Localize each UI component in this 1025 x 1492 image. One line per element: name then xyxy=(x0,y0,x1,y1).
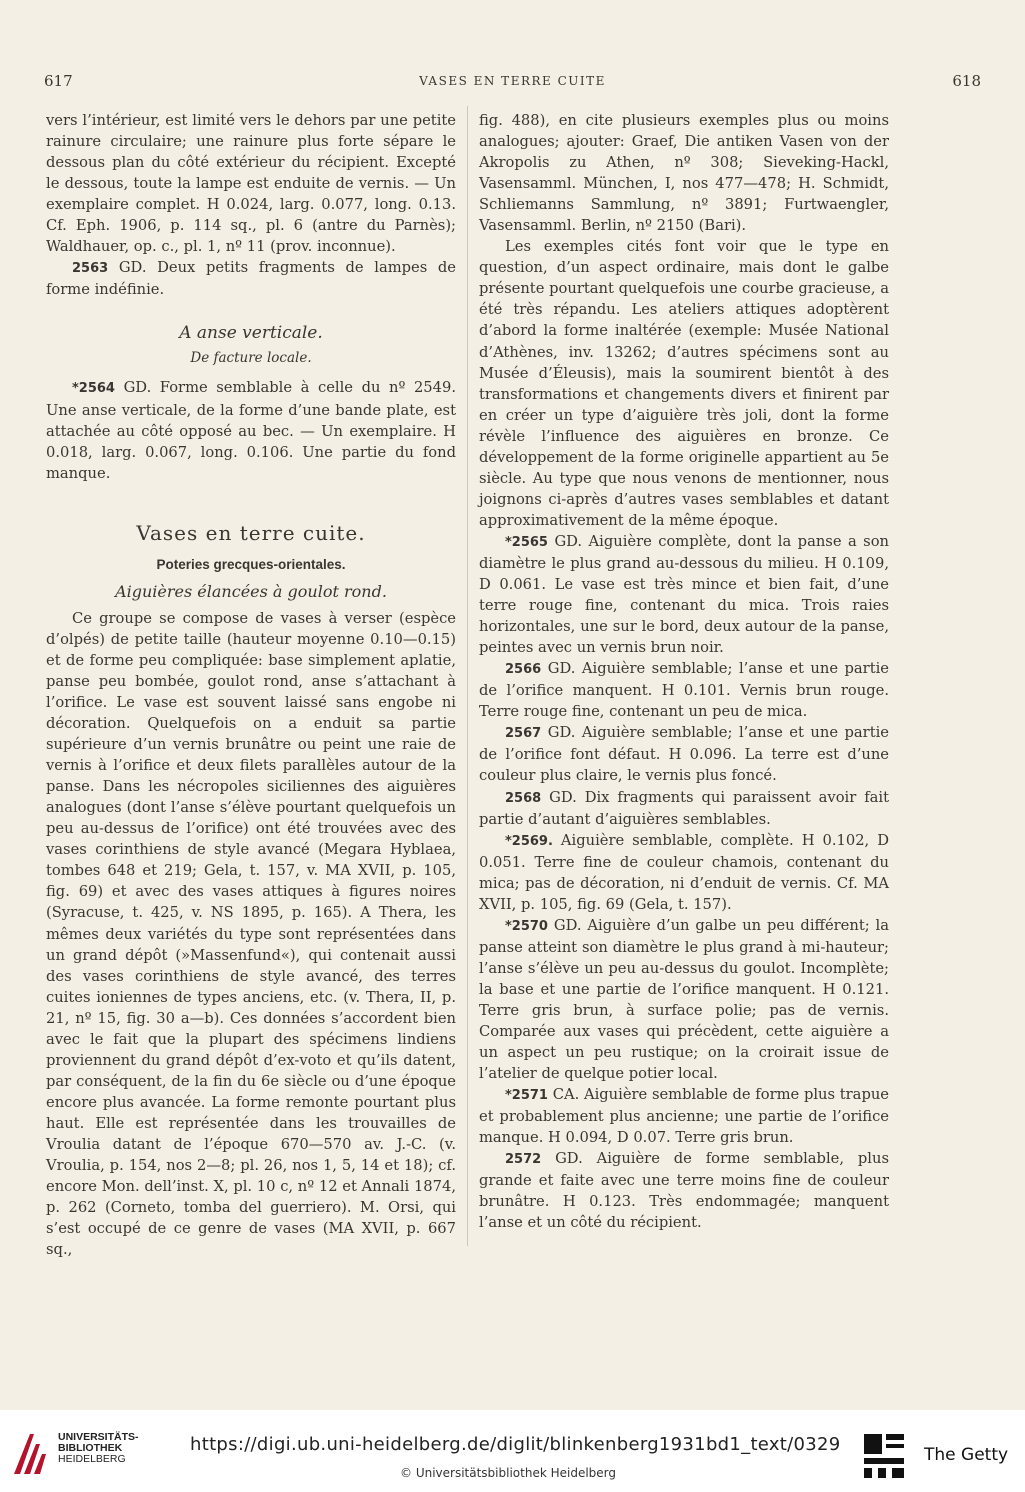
entry-number: *2570 xyxy=(505,918,548,934)
section-heading: A anse verticale. xyxy=(179,323,323,344)
entry-text: GD. Aiguière de forme semblable, plus grande et faite avec une terre moins fine de couleur brunâtre. H 0.123. Très endommagée; manquent l’anse et un côté du récipient. xyxy=(479,1150,889,1232)
column-divider xyxy=(467,106,468,1246)
ub-line: UNIVERSITÄTS- xyxy=(58,1431,139,1443)
getty-name: The Getty xyxy=(924,1445,1009,1465)
right-column xyxy=(479,110,889,1233)
entry-text: GD. Forme semblable à celle du nº 2549. Une anse verticale, de la forme d’une bande plate, est attachée au côté opposé au bec. — Un exemplaire. H 0.018, larg. 0.067, long. 0.106. Une partie du fond manque. xyxy=(46,379,457,482)
entry-number: 2567 xyxy=(505,726,542,742)
entry-2567 xyxy=(479,722,889,786)
entry-number: 2572 xyxy=(505,1152,542,1168)
entry-number: 2568 xyxy=(505,790,542,806)
entry-2572 xyxy=(479,1148,889,1233)
entry-number: *2565 xyxy=(505,534,548,550)
left-column xyxy=(46,110,456,1260)
university-library-logo-icon xyxy=(10,1430,52,1478)
entry-text: GD. Aiguière semblable; l’anse et une partie de l’orifice font défaut. H 0.096. La terre est d’une couleur plus claire, le vernis plus foncé. xyxy=(479,724,889,785)
chapter-subheading: Poteries grecques-orientales. xyxy=(156,556,346,572)
running-title: VASES EN TERRE CUITE xyxy=(419,74,606,88)
page-number-left: 617 xyxy=(44,72,73,90)
university-library-name xyxy=(58,1432,139,1465)
entry-2571 xyxy=(479,1084,889,1148)
entry-number: 2566 xyxy=(505,662,542,678)
copyright-notice: © Universitätsbibliothek Heidelberg xyxy=(400,1466,617,1480)
ub-line: BIBLIOTHEK xyxy=(58,1442,123,1454)
entry-text: GD. Aiguière complète, dont la panse a son diamètre le plus grand au-dessous du milieu. H 0.109, D 0.061. Le vase est très mince et bien fait, d’une terre rouge fine, contenant du mica. Trois raies horizontales, une sur le bord, deux autour de la panse, peintes avec un vernis brun noir. xyxy=(479,532,889,657)
entry-2563 xyxy=(46,257,456,300)
entry-text: Aiguière semblable, complète. H 0.102, D 0.051. Terre fine de couleur chamois, contenant du mica; pas de décoration, ni d’enduit de vernis. Cf. MA XVII, p. 105, fig. 69 (Gela, t. 157). xyxy=(479,831,889,913)
paragraph: Les exemples cités font voir que le type en question, d’un aspect ordinaire, mais dont le galbe présente pourtant quelquefois une courbe gracieuse, a été très répandu. Les ateliers attiques adoptèrent d’abord la forme inaltérée (exemple: Musée National d’Athènes, inv. 13262; d’autres spécimens sont au Musée d’Éleusis), mais la soumirent bientôt à des transformations et changements divers et finirent par en créer un type d’aiguière très joli, dont la forme révèle l’influence des aiguières en bronze. Ce développement de la forme originelle appartient au 5e siècle. Au type que nous venons de mentionner, nous joignons ci-après d’autres vases semblables et datant approximativement de la même époque. xyxy=(479,238,889,529)
permalink[interactable]: https://digi.ub.uni-heidelberg.de/diglit/blinkenberg1931bd1_text/0329 xyxy=(190,1434,841,1455)
entry-text: GD. Aiguière semblable; l’anse et une partie de l’orifice manquent. H 0.101. Vernis brun rouge. Terre rouge fine, contenant un peu de mica. xyxy=(479,660,889,721)
page-number-right: 618 xyxy=(952,72,981,90)
ub-line: HEIDELBERG xyxy=(58,1453,126,1465)
viewer-footer xyxy=(0,1410,1025,1492)
paragraph: fig. 488), en cite plusieurs exemples plus ou moins analogues; ajouter: Graef, Die antiken Vasen von der Akropolis zu Athen, nº 308; Sieveking-Hackl, Vasensamml. München, I, nos 477—478; H. Schmidt, Schliemanns Sammlung, nº 3891; Furtwaengler, Vasensamml. Berlin, nº 2150 (Bari). xyxy=(479,112,889,235)
paragraph: Ce groupe se compose de vases à verser (espèce d’olpés) de petite taille (hauteur moyenne 0.10—0.15) et de forme peu compliquée: base simplement aplatie, panse peu bombée, goulot rond, anse s’attachant à l’orifice. Le vase est souvent laissé sans engobe ni décoration. Quelquefois on a enduit sa partie supérieure d’un vernis brunâtre ou peint une raie de vernis à l’orifice et deux filets parallèles autour de la panse. Dans les nécropoles siciliennes des aiguières analogues (dont l’anse s’élève pourtant quelquefois un peu au-dessus de l’orifice) ont été trouvées avec des vases corinthiens de style avancé (Megara Hyblaea, tombes 648 et 219; Gela, t. 157, v. MA XVII, p. 105, fig. 69) et avec des vases attiques à figures noires (Syracuse, t. 425, v. NS 1895, p. 165). A Thera, les mêmes deux variétés du type sont représentées dans un grand dépôt (»Massenfund«), qui contenait aussi des vases corinthiens de style avancé, des terres cuites ioniennes de types anciens, etc. (v. Thera, II, p. 21, nº 15, fig. 30 a—b). Ces données s’accordent bien avec le fait que la plupart des spécimens lindiens proviennent du grand dépôt d’ex-voto et qu’ils datent, par conséquent, de la fin du 6e siècle ou d’une époque encore plus avancée. La forme remonte pourtant plus haut. Elle est représentée dans les trouvailles de Vroulia datant de l’époque 670—570 av. J.-C. (v. Vroulia, p. 154, nos 2—8; pl. 26, nos 1, 5, 14 et 18); cf. encore Mon. dell’inst. X, pl. 10 c, nº 12 et Annali 1874, p. 262 (Corneto, tomba del guerriero). M. Orsi, qui s’est occupé de ce genre de vases (MA XVII, p. 667 sq., xyxy=(46,609,456,1259)
chapter-heading: Vases en terre cuite. xyxy=(136,520,366,545)
entry-number: 2563 xyxy=(72,261,109,277)
entry-2566 xyxy=(479,658,889,722)
group-heading: Aiguières élancées à goulot rond. xyxy=(115,581,387,601)
entry-text: CA. Aiguière semblable de forme plus trapue et probablement plus ancienne; une partie de l’orifice manque. H 0.094, D 0.07. Terre gris brun. xyxy=(479,1086,889,1147)
paragraph: vers l’intérieur, est limité vers le dehors par une petite rainure circulaire; une rainure plus forte sépare le dessous plan du côté extérieur du récipient. Excepté le dessous, toute la lampe est enduite de vernis. — Un exemplaire complet. H 0.024, larg. 0.077, long. 0.13. Cf. Eph. 1906, p. 114 sq., pl. 6 (antre du Parnès); Waldhauer, op. c., pl. 1, nº 11 (prov. inconnue). xyxy=(46,112,456,256)
entry-number: *2564 xyxy=(72,381,115,397)
section-subheading: De facture locale. xyxy=(190,350,312,367)
entry-text: GD. Deux petits fragments de lampes de forme indéfinie. xyxy=(46,259,456,299)
entry-2570 xyxy=(479,915,889,1084)
getty-logo-icon xyxy=(862,1432,908,1482)
entry-2568 xyxy=(479,787,889,830)
entry-text: GD. Dix fragments qui paraissent avoir fait partie d’autant d’aiguières semblables. xyxy=(479,788,889,828)
page-header xyxy=(44,72,981,96)
entry-text: GD. Aiguière d’un galbe un peu différent; la panse atteint son diamètre le plus grand à mi-hauteur; l’anse s’élève un peu au-dessus du goulot. Incomplète; la base et une partie de l’orifice manquent. H 0.121. Terre gris brun, à surface polie; pas de vernis. Comparée aux vases qui précèdent, cette aiguière a un aspect un peu rustique; on la croirait issue de l’atelier de quelque potier local. xyxy=(479,916,889,1083)
entry-2564 xyxy=(46,377,456,483)
entry-number: *2569. xyxy=(505,833,553,849)
entry-2565 xyxy=(479,531,889,658)
entry-2569 xyxy=(479,830,889,915)
entry-number: *2571 xyxy=(505,1088,548,1104)
